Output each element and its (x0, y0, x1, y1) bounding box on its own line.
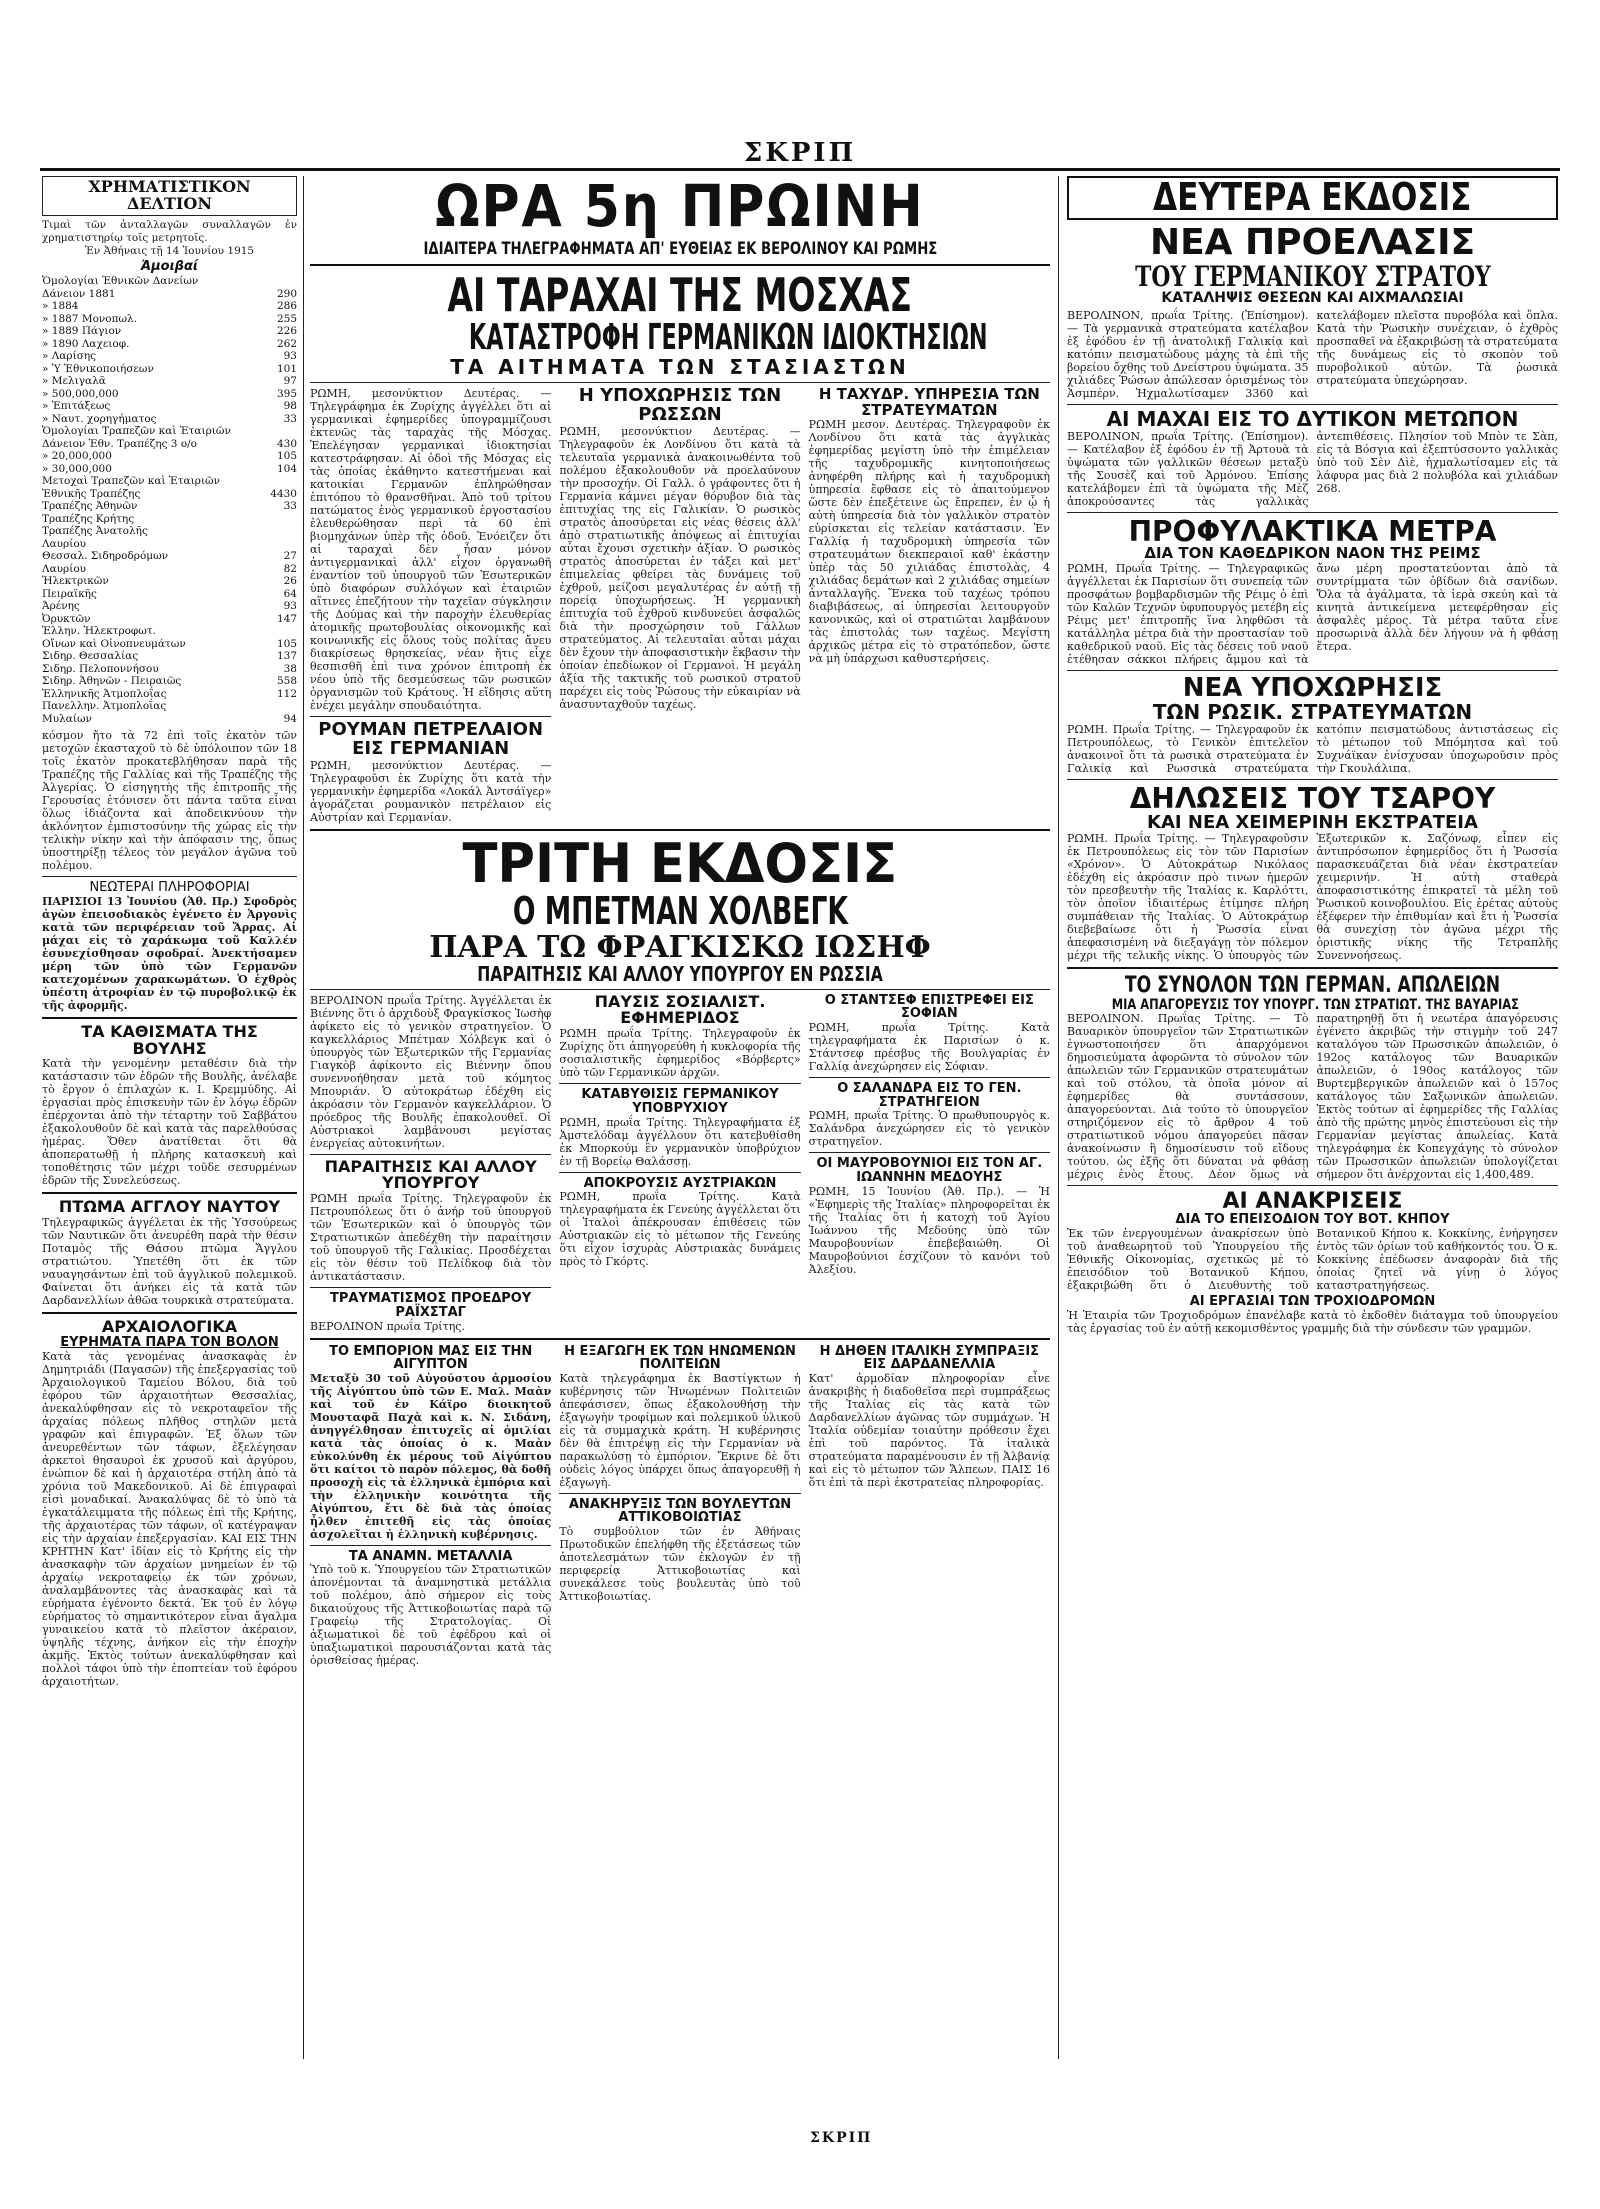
tsar-title: ΔΗΛΩΣΕΙΣ ΤΟΥ ΤΣΑΡΟΥ (1129, 782, 1496, 816)
wound-text: ΒΕΡΟΛΙΝΟΝ πρωΐα Τρίτης. (310, 1319, 465, 1333)
row-value: 430 (276, 437, 297, 450)
resign-text: ΡΩΜΗ πρωΐα Τρίτης. Τηλεγραφοῦν ἐκ Πετρουπόλεως ὅτι ὁ ἀνήρ τοῦ ὑπουργοῦ τῶν Ἐσωτερικῶν καὶ ὁ ὑπουργὸς τῶν Στρατιωτικῶν ἀπεδέχθη τὴν παραίτησιν τοῦ ὑπουργοῦ τῆς Γαλικίας. Προσδέχεται εἰς τὸν θέσιν τοῦ Πελίδκοφ διὰ τὸν ἀντικατάστασιν. (310, 1192, 552, 1284)
riots-text: ΡΩΜΗ, μεσονύκτιον Δευτέρας. — Τηλεγράφημα ἐκ Ζυρίχης ἀγγέλλει ὅτι αἱ γερμανικαὶ ἐφημερίδες ὑπογραμμίζουσι ἐκτενῶς τὰς ταραχὰς τῆς Μόσχας. Ἐπελέγησαν γερμανικαὶ ἰδιοκτησίαι κατεστράφησαν. Αἱ ὁδοὶ τῆς Μόσχας εἰς τὰς ὁποίας ἐκάθηντο κατεστήμεναι καὶ κατοικίαι Γερμανῶν ἐπληρώθησαν ἐπιτόπου τὸ θρανσθῆναι. Ἀπὸ τοῦ τρίτου πατώματος ἑνὸς γερμανικοῦ ἐργοστασίου ἐλευθερώθησαν περὶ τὰ 60 ἐπὶ βιομηχάνων ὑπὲρ τῆς ὁδοῦ. Ἐνόειζεν ὅτι αἱ ταραχαὶ δὲν ἦσαν μόνον ἀντιγερμανικαὶ ἀλλ' εἶχον ὀργανωθῆ ἐναντίον τοῦ ὑπουργοῦ τῶν Ἐσωτερικῶν ὑπὸ διαφόρων συλλόγων καὶ ἑταιριῶν αἵτινες ἐπεζήτουν τὴν ταχεῖαν σύγκλησιν τῆς Δούμας καὶ τὴν παροχὴν ἐλευθερίας ἀτομικῆς πρωτοβουλίας οἰκονομικῆς καὶ κοινωνικῆς εἰς ὅλους τοὺς πολίτας ἄνευ διακρίσεως θρησκείας, νέαν ἤτις εἶχε θεσπισθῆ ἐπὶ τινα χρόνον ἐπιτροπὴ ἐκ νέου ὑπὸ τῆς δεσμεύσεως τῶν ρωσικῶν ὀργανισμῶν τοῦ Κράτους. Ἡ εἴδησις αὕτη ἐνέχει μεγάλην σπουδαιότητα. (310, 386, 552, 712)
row-value: 112 (276, 687, 297, 700)
riots-subtitle: ΚΑΤΑΣΤΡΟΦΗ ΓΕΡΜΑΝΙΚΩΝ ΙΔΙΟΚΤΗΣΙΩΝ (468, 317, 988, 359)
row-label: Θεσσαλ. Σιδηροδρόμων (42, 550, 169, 563)
masthead: ΣΚΡΙΠ (743, 138, 857, 168)
bethmann-text: ΒΕΡΟΛΙΝΟΝ πρωΐα Τρίτης. Ἀγγέλλεται ἐκ Βιέννης ὅτι ὁ ἀρχιδοὺξ Φραγκίσκος Ἰωσὴφ ἀφίκετο εἰς τὸ γενικὸν στρατηγεῖον. Ὁ καγκελλάριος Μπέτμαν Χόλβεγκ καὶ ὁ ὑπουργὸς τῶν Ἐξωτερικῶν τῆς Γερμανίας Γιαγκὸβ ἀφίκοντο εἰς Βιέννην ὅπου συνεννοήθησαν μετὰ τοῦ κόμητος Μπουριάν. Ὁ αὐτοκράτωρ ἐδέχθη εἰς ἀκρόασιν τὸν Γερμανὸν καγκελλάριον. Ὁ πρόεδρος τῆς Βουλῆς ἐπακολουθεῖ. Οἱ Αὐστριακοὶ λαμβάνουσι μεγίστας ἐνεργείας αὐτοκινήτων. (310, 993, 552, 1150)
row-label: Τραπέζης Κρήτης (42, 512, 135, 525)
divider (310, 716, 551, 717)
tramway-title: ΑΙ ΕΡΓΑΣΙΑΙ ΤΩΝ ΤΡΟΧΙΟΔΡΟΜΩΝ (1189, 1294, 1436, 1309)
row-value: 94 (283, 712, 297, 725)
archaeology-title: ΑΡΧΑΙΟΛΟΓΙΚΑ (101, 1317, 238, 1337)
parliament-seats-text: Κατὰ τὴν γενομένην μεταθέσιν διὰ τὴν κατάστασιν τῶν ἑδρῶν τῆς Βουλῆς, ἀνέλαβε τὸ ἔργον ὁ ἐπιλαχὼν κ. Ι. Κρεμμύδης. Αἱ ἐργασίαι πρὸς ἐπισκευὴν τῶν ἐν λόγῳ ἑδρῶν ἐπέρχονται ἀπὸ τὴν τέταρτην τοῦ Σαββάτου ἐξακολουθοῦν δὲ καὶ κατὰ τὰς παρελθούσας ἡμέρας. Ὅθεν ἀνατίθεται ὅτι θὰ ἀποπερατωθῇ ἡ πλήρης κατασκευὴ καὶ τοποθέτησις τῶν μέχρι τοῦδε σεσυρμένων ἑδρῶν τῆς Συνελεύσεως. (42, 1057, 297, 1188)
divider (809, 1077, 1050, 1078)
export-text: Κατὰ τηλεγράφημα ἐκ Βαστίγκτων ἡ κυβέρνησις τῶν Ἡνωμένων Πολιτειῶν ἀπεφάσισεν, ὅπως ἐξακολουθήσῃ τὴν ἐξαγωγὴν τροφίμων καὶ πολεμικοῦ ὑλικοῦ εἰς τὰ συμμαχικὰ κράτη. Ἡ κυβέρνησις δὲν θὰ ἐπιτρέψῃ εἰς τὴν Γερμανίαν νὰ παρακωλύσῃ τὸ ἐμπόριον. Ἔκρινε δὲ ὅτι οὐδεὶς λόγος ὑπάρχει ὅπως ἀπαγορευθῇ ἡ ἐξαγωγὴ. (559, 1371, 801, 1489)
row-value: 33 (283, 412, 297, 425)
divider (310, 1154, 551, 1155)
row-value: 395 (276, 387, 297, 400)
row-label: Μυλαίων (42, 712, 92, 725)
divider (809, 1152, 1050, 1153)
divider (310, 264, 1050, 266)
row-label: Πανελλην. Ἀτμοπλοΐας (42, 700, 167, 713)
hour-subtitle: ΙΔΙΑΙΤΕΡΑ ΤΗΛΕΓΡΑΦΗΜΑΤΑ ΑΠ' ΕΥΘΕΙΑΣ ΕΚ ΒΕΡΟΛΙΝΟΥ ΚΑΙ ΡΩΜΗΣ (423, 238, 937, 259)
sailor-corpse-text: Τηλεγραφικῶς ἀγγέλεται ἐκ τῆς Ὑσσούρεως τῶν Ναυτικῶν ὅτι ἀνευρέθη παρὰ τὴν θέσιν Ποταμὸς τῆς Θάσου πτῶμα Ἄγγλου στρατιώτου. Ὑπετέθη ὅτι ἐκ τῶν ναυαγησάντων ἐπὶ τοῦ ἀγγλικοῦ πολεμικοῦ. Φαίνεται ὅτι ἀνήκει εἰς τὰ κατὰ τῶν Δαρδανελλίων ἀθῶα τουρκικὰ στρατεύματα. (42, 1216, 297, 1308)
table-row (42, 375, 297, 388)
export-title: Η ΕΞΑΓΩΓΗ ΕΚ ΤΩΝ ΗΝΩΜΕΝΩΝ ΠΟΛΙΤΕΙΩΝ (564, 1343, 796, 1373)
italy-title: Η ΔΗΘΕΝ ΙΤΑΛΙΚΗ ΣΥΜΠΡΑΞΙΣ ΕΙΣ ΔΑΡΔΑΝΕΛΛΙΑ (819, 1343, 1040, 1373)
petrol-title: ΡΟΥΜΑΝ ΠΕΤΡΕΛΑΙΟΝ ΕΙΣ ΓΕΡΜΑΝΙΑΝ (318, 718, 544, 759)
column-center (310, 176, 1050, 2059)
table-row (42, 313, 297, 326)
mps-title: ΑΝΑΚΗΡΥΞΙΣ ΤΩΝ ΒΟΥΛΕΥΤΩΝ ΑΤΤΙΚΟΒΟΙΩΤΙΑΣ (568, 1496, 792, 1526)
row-label: Σιδηρ. Θεσσαλίας (42, 650, 139, 663)
riots-subtitle-2: ΤΑ ΑΙΤΗΜΑΤΑ ΤΩΝ ΣΤΑΣΙΑΣΤΩΝ (450, 354, 910, 379)
table-row (42, 300, 297, 313)
table-row (42, 363, 297, 376)
row-value: 105 (276, 450, 297, 463)
financial-date: Ἐν Ἀθήναις τῇ 14 Ἰουνίου 1915 (84, 244, 255, 257)
financial-bulletin-title: ΧΡΗΜΑΤΙΣΤΙΚΟΝ ΔΕΛΤΙΟΝ (88, 177, 251, 213)
table-row (42, 713, 297, 726)
column-right (1058, 176, 1558, 2059)
row-value: 27 (283, 550, 297, 563)
table-row (42, 638, 297, 651)
precautions-title: ΠΡΟΦΥΛΑΚΤΙΚΑ ΜΕΤΡΑ (1128, 514, 1497, 548)
archaeology-subtitle: ΕΥΡΗΜΑΤΑ ΠΑΡΑ ΤΟΝ ΒΟΛΟΝ (60, 1335, 279, 1351)
divider (559, 1083, 800, 1084)
row-label: Ἠλεκτρικῶν (42, 575, 109, 588)
losses-text: ΒΕΡΟΛΙΝΟΝ. Πρωΐας Τρίτης. — Τὸ Βαυαρικὸν ὑπουργεῖον τῶν Στρατιωτικῶν ἐγνωστοποιήσεν ὅτι ἀπαρχόμενοι δημοσιεύματα ἀφορῶντα τὸ σύνολον τῶν ἀπωλειῶν τῶν Γερμανικῶν στρατευμάτων καὶ τοῦ στόλου, τὰ ὁποῖα μόνον αἱ ἐφημερίδες θὰ συντάσσουν, ἀπαγορεύονται. Διὰ τούτο τὸ ὑπουργεῖον στηριζόμενον εἰς τὸ ἄρθρον 4 τοῦ στρατιωτικοῦ νόμου ἀπαγορεύει πᾶσαν ἀνακοίνωσιν ἢ δημοσίευσιν τοῦ εἴδους τούτου. ὡς ἐξῆς ὅτι δύναται νὰ φθάσῃ μέχρις ἑνὸς ἔτους. Δέον ὅμως νὰ παρατηρηθῇ ὅτι ἡ νεωτέρα ἀπαγόρευσις ἐγένετο ἀκριβῶς τὴν στιγμὴν τοῦ 247 καταλόγου τῶν Πρωσσικῶν ἀπωλειῶν, ὁ 192ος κατάλογος τῶν Βαυαρικῶν ἀπωλειῶν, ὁ 190ος κατάλογος τῶν Βυρτεμβεργικῶν ἀπωλειῶν καὶ ὁ 157ος κατάλογος τῶν Σαξωνικῶν ἀπωλειῶν. Ἐκτὸς τούτων αἱ ἐφημερίδες τῆς Γαλλίας ἀπὸ τῆς πρώτης μηνὸς ἐπιστεύουσι εἰς τὴν Γερμανίαν μεγίστας ἀπωλείας. Κατὰ τηλεγράφημα ἐκ Κοπεγχάγης τὸ σύνολον τῶν Πρωσσικῶν ἀπωλειῶν ὑπολογίζεται σήμερον ὅτι ἀνέρχονται εἰς 1,400,489. (1067, 1012, 1558, 1182)
inquiries-title: ΑΙ ΑΝΑΚΡΙΣΕΙΣ (1222, 1189, 1403, 1215)
table-row (42, 400, 297, 413)
masthead-rule (40, 168, 1560, 171)
financial-note: κόσμον ἤτο τὰ 72 ἐπὶ τοῖς ἑκατὸν τῶν μετοχῶν ἑκασταχοῦ τὸ δὲ ὑπόλοιπον τῶν 18 τοῖς ἑκατὸν προκατεβλήθησαν παρὰ τῆς Τραπέζης τῆς Γαλλίας καὶ τῆς Τραπέζης τῆς Ἀλγερίας. Ὁ εἰσηγητὴς τῆς ἐπιτροπῆς τῆς Γερουσίας ἐτόνισεν ὅτι πάντα ταῦτα εἶναι ὅλως ἰδιάζοντα καὶ ἀποδεικνύουν τὴν ἀκλόνητον ἐμπιστοσύνην τῆς χώρας εἰς τὴν τελικὴν νίκην καὶ τὴν ἀπόφασιν της, ὅπως ὑποστηρίξῃ τέλεος τὸν μεγάλον ἀγῶνα τοῦ πολέμου. (42, 729, 297, 873)
salandra-text: ΡΩΜΗ, πρωΐα Τρίτης. Ὁ πρωθυπουργὸς κ. Σαλάνδρα ἀνεχώρησεν εἰς τὸ γενικὸν στρατηγεῖον. (808, 1109, 1050, 1149)
bottom-columns (310, 1345, 1050, 1668)
divider (1067, 404, 1558, 405)
table-row (42, 563, 297, 576)
row-label: Ὁμολογίαι Ἐθνικῶν Δανείων (42, 275, 199, 288)
table-row (42, 625, 297, 638)
row-value: 226 (276, 325, 297, 338)
latest-news-tag: ΝΕΩΤΕΡΑΙ ΠΛΗΡΟΦΟΡΙΑΙ (89, 880, 250, 896)
row-label: » 20,000,000 (42, 450, 112, 463)
column-left (42, 176, 304, 2059)
row-label: Ἑλληνικῆς Ἀτμοπλοΐας (42, 687, 167, 700)
austrians-text: ΡΩΜΗ, πρωΐα Τρίτης. Κατὰ τηλεγραφήματα ἐκ Γενεύης ἀγγέλλεται ὅτι οἱ Ἰταλοὶ ἀπέκρουσαν ἐπιθέσεις τῶν Αὐστριακῶν εἰς τὸ μέτωπον τῆς Γενεύης ὅτι εἶχον ἰσχυρὰς Αὐστριακὰς δυνάμεις πρὸς τὸ Γκόρτς. (559, 1190, 801, 1269)
press-title: ΠΑΥΣΙΣ ΣΟΣΙΑΛΙΣΤ. ΕΦΗΜΕΡΙΔΟΣ (594, 991, 766, 1028)
paris-news-text: ΠΑΡΙΣΙΟΙ 13 Ἰουνίου (Ἀθ. Πρ.) Σφοδρὸς ἀγὼν ἐπεισοδιακὸς ἐγένετο ἐν Ἀργονὶς κατὰ τῶν περιφέρειαν τοῦ Ἄρρας. Αἱ μάχαι εἰς τὸ χαράκωμα τοῦ Καλλέν ἐσυνεχίσθησαν σφοδραί. Ἀνεκτήσαμεν μέρη τῶν ὑπὸ τῶν Γερμανῶν κατεχομένων χαρακωμάτων. Ὁ ἐχθρὸς ὑπέστη ἀτροφίαν ἐν τῷ πυροβολικῷ ἐκ τῆς ἀφορμῆς. (42, 894, 297, 1012)
financial-bulletin (42, 176, 297, 216)
row-label: » Ἐπιτάξεως (42, 400, 111, 413)
table-row (42, 338, 297, 351)
losses-title: ΤΟ ΣΥΝΟΛΟΝ ΤΩΝ ΓΕΡΜΑΝ. ΑΠΩΛΕΙΩΝ (1124, 973, 1501, 999)
bethmann-subtitle-2: ΠΑΡΑΙΤΗΣΙΣ ΚΑΙ ΑΛΛΟΥ ΥΠΟΥΡΓΟΥ ΕΝ ΡΩΣΣΙΑ (477, 961, 883, 986)
financial-intro: Τιμαὶ τῶν ἀνταλλαγῶν συναλλαγῶν ἐν χρηματιστηρίῳ τοῖς μετρητοῖς. (42, 218, 297, 244)
row-value: 137 (276, 650, 297, 663)
stansef-text: ΡΩΜΗ, πρωΐα Τρίτης. Κατὰ τηλεγραφήματα ἐκ Παρισίων ὁ κ. Στάντσεφ πρέσβυς τῆς Βουλγαρίας ἐν Γαλλίᾳ ἀνεχώρησεν εἰς Σόφιαν. (808, 1020, 1050, 1073)
bethmann-title: Ο ΜΠΕΤΜΑΝ ΧΟΛΒΕΓΚ (512, 889, 848, 934)
table-row (42, 525, 297, 538)
divider (42, 1192, 297, 1194)
submarine-title: ΚΑΤΑΒΥΘΙΣΙΣ ΓΕΡΜΑΝΙΚΟΥ ΥΠΟΒΡΥΧΙΟΥ (581, 1087, 779, 1116)
row-label: Ὁμολογίαι Τραπεζῶν καὶ Ἑταιριῶν (42, 425, 231, 438)
resign-title: ΠΑΡΑΙΤΗΣΙΣ ΚΑΙ ΑΛΛΟΥ ΥΠΟΥΡΓΟΥ (324, 1156, 537, 1193)
tsar-text: ΡΩΜΗ. Πρωΐα Τρίτης. — Τηλεγραφοῦσιν ἐκ Πετρουπόλεως εἰς τὸν τῶν Παρισίων «Χρόνον». Ὁ Αὐτοκράτωρ Νικόλαος ἐδέχθη εἰς ἀκρόασιν πρὸ τινων ἡμερῶν τὸν πρεσβευτὴν τῆς Ἰταλίας κ. Καρλόττι, τὸν ὁποῖον ἰδιαιτέρως ἐτίμησε πλήρη συμπάθειαν τῆς Ἰταλίας. Ὁ Αὐτοκράτωρ διεβεβαίωσε ὅτι ἡ Ῥωσσία εἶναι ἀπεφασισμένη νὰ διεξαγάγῃ τὸν πόλεμον μέχρι τῆς τελικῆς νίκης. Ὁ ὑπουργὸς τῶν Ἐξωτερικῶν κ. Σαζόνωφ, εἶπεν εἰς ἀντιπρόσωπον ἐφημερίδος ὅτι ἡ Ῥωσσία παρασκευάζεται διὰ νέαν ἐκστρατείαν χειμερινήν. Ἡ αὐτὴ σταθερὰ ἀποφασιστικότης ἐπικρατεῖ τὰ μέλη τοῦ Ῥωσικοῦ κοινοβουλίου. Εἰς ἐρέτας αὐτοὺς ἐξέφερεν τὴν ἐπιθυμίαν καὶ ἔτι ἡ Ῥωσσία θὰ συνεχίσῃ τὸν ἀγῶνα μέχρι τῆς ὁριστικῆς νίκης τῆς Τετραπλῆς Συνεννοήσεως. (1067, 832, 1558, 963)
row-label: » 1889 Πάγιον (42, 325, 122, 338)
retreat-title: Η ΥΠΟΧΩΡΗΣΙΣ ΤΩΝ ΡΩΣΣΩΝ (578, 384, 782, 425)
divider (559, 1172, 800, 1173)
row-label: Τραπέζης Ἀνατολῆς (42, 525, 148, 538)
advance-subtitle-2: ΚΑΤΑΛΗΨΙΣ ΘΕΣΕΩΝ ΚΑΙ ΑΙΧΜΑΛΩΣΙΑΙ (1161, 290, 1464, 307)
row-label: » Ὑ Ἐθνικοποιήσεων (42, 362, 154, 375)
row-label: Ἀρένης (42, 600, 80, 613)
row-value: 33 (283, 500, 297, 513)
montenegro-text: ΡΩΜΗ, 15 Ἰουνίου (Ἀθ. Πρ.). — Ἡ «Ἐφημερὶς τῆς Ἰταλίας» πληροφορεῖται ἐκ τῆς Ἰταλίας ὅτι ἡ κατοχὴ τοῦ Ἁγίου Ἰωάννου τῆς Μεδούης ὑπὸ τῶν Μαυροβουνίων ἐπεβεβαιώθη. Οἱ Μαυροβούνιοι ἐσχίζουν τὸ κανόνι τοῦ Ἀλεξίου. (808, 1184, 1050, 1276)
table-row (42, 513, 297, 526)
submarine-text: ΡΩΜΗ, πρωΐα Τρίτης. Τηλεγραφήματα ἐξ Ἀμστελόδαμ ἀγγέλλουν ὅτι κατεβυθίσθη ἐκ Μπορκούμ ἓν γερμανικὸν ὑποβρύχιον ἐν τῇ Βορείῳ Θαλάσσῃ. (559, 1115, 801, 1168)
sailor-corpse-title: ΠΤΩΜΑ ΑΓΓΛΟΥ ΝΑΥΤΟΥ (58, 1197, 281, 1217)
divider (310, 1287, 551, 1288)
stansef-title: Ο ΣΤΑΝΤΣΕΦ ΕΠΙΣΤΡΕΦΕΙ ΕΙΣ ΣΟΦΙΑΝ (824, 992, 1034, 1022)
divider (1067, 670, 1558, 671)
row-value: 105 (276, 637, 297, 650)
press-text: ΡΩΜΗ πρωΐα Τρίτης. Τηλεγραφοῦν ἐκ Ζυρίχης ὅτι ἀπηγορεύθη ἡ κυκλοφορία τῆς σοσιαλιστικῆς ἐφημερίδος «Βόρβερτς» ὑπὸ τῶν Γερμανικῶν ἀρχῶν. (559, 1027, 801, 1080)
row-label: Ἐθνικῆς Τραπέζης (42, 487, 141, 500)
riots-title: ΑΙ ΤΑΡΑΧΑΙ ΤΗΣ ΜΟΣΧΑΣ (447, 267, 913, 322)
financial-subheading: Ἀμοιβαί (141, 258, 198, 274)
new-retreat-subtitle: ΤΩΝ ΡΩΣΙΚ. ΣΤΡΑΤΕΥΜΑΤΩΝ (1152, 700, 1473, 725)
archaeology-text: Κατὰ τὰς γενομένας ἀνασκαφὰς ἐν Δημητριάδι (Παγασῶν) τῆς ἐπεξεργασίας τοῦ Ἀρχαιολογικοῦ Ταμείου Βόλου, διὰ τοῦ ἐφόρου τῶν ἀρχαιοτήτων Θεσσαλίας, ἀνεκαλύφθησαν εἰς τὸ νεκροταφεῖον τῆς ἀρχαίας πόλεως πλῆθος στηλῶν μετὰ γραφῶν καὶ ἐπιγραφῶν. Ἐξ ὅλων τῶν ἀνευρεθέντων τῶν τάφων, ἐξελέγησαν ἀρκετοὶ θησαυροὶ ἐκ χρυσοῦ καὶ ἀργύρου, ἑνώπιον δὲ καὶ ἡ ἀρχαιοτέρα στήλη ἀπὸ τὰ χρόνια τοῦ Μακεδονικοῦ. Αἱ δὲ ἐπιγραφαὶ εἰσὶ μοναδικαί. Ἀνακαλύψας δὲ τὸ ὑπὸ τὰ ἐγκατάλειμματα τῆς πόλεως ἐπὶ τῆς Κρήτης, τῆς ἀρχαιοτέρας τῶν τάφων, οἳ κατέγραψαν εἰς τὴν ἀρχαίαν ἐπεξεργασίαν. ΚΑΙ ΕΙΣ ΤΗΝ ΚΡΗΤΗΝ Κατ' ἰδίαν εἰς τὸ Κρήτης εἰς τὴν ἀνασκαφὴν τῶν ἀρχαίων μνημείων ἐν τῷ ἀρχαίῳ νεκροταφείῳ ἐκ τῶν χρόνων, ἀναλαμβάνοντες τὰς ἀνασκαφὰς καὶ τὰ εὑρήματα ἐγένοντο δεκτά. Ἐκ τοῦ ἐν λόγῳ εὑρήματος τὸ σημαντικότερον εἶναι ἄγαλμα γυναικείου κατὰ τὸ πλεῖστον ἀκέραιον, ὑψηλῆς τέχνης, ἀνήκον εἰς τὴν ἐποχὴν ἀκμῆς. Ἐκτὸς τούτων ἀνεκαλύφθησαν καὶ πολλοὶ τάφοι ὑπὸ τὴν ἐποπτείαν τοῦ ἐφόρου ἀρχαιοτήτων. (42, 1349, 297, 1688)
financial-table (42, 275, 297, 725)
row-label: Σιδηρ. Ἀθηνῶν - Πειραιῶς (42, 675, 182, 688)
table-row (42, 688, 297, 701)
new-retreat-text: ΡΩΜΗ. Πρωΐα Τρίτης. — Τηλεγραφοῦν ἐκ Πετρουπόλεως, τὸ Γενικὸν ἐπιτελεῖον ἀνακοινοῖ ὅτι τὰ ρωσικὰ στρατεύματα ἐν Γαλικίᾳ καὶ Ρωσσικὰ στρατεύματα κατόπιν πεισματώδους ἀντιστάσεως εἰς τὸ μέτωπον τοῦ Μπόμητσα καὶ τοῦ Συχνάϊκαν ἐνίσχυσαν ὑποχωροῦσιν πρὸς τὴν Γκουλάλιπα. (1067, 723, 1558, 776)
footer-masthead: ΣΚΡΙΠ (810, 2130, 873, 2146)
advance-subtitle: ΤΟΥ ΓΕΡΜΑΝΙΚΟΥ ΣΤΡΑΤΟΥ (1134, 259, 1491, 293)
advance-title: ΝΕΑ ΠΡΟΕΛΑΣΙΣ (1149, 221, 1476, 263)
row-value: 101 (276, 362, 297, 375)
row-label: Οἴνων καὶ Οἰνοπνευμάτων (42, 637, 186, 650)
divider (42, 876, 297, 877)
table-row (42, 325, 297, 338)
austrians-title: ΑΠΟΚΡΟΥΣΙΣ ΑΥΣΤΡΙΑΚΩΝ (583, 1175, 777, 1191)
row-value: 38 (283, 662, 297, 675)
divider (42, 1312, 297, 1314)
wound-title: ΤΡΑΥΜΑΤΙΣΜΟΣ ΠΡΟΕΔΡΟΥ ΡΑΪΧΣΤΑΓ (330, 1291, 532, 1320)
table-row (42, 475, 297, 488)
table-row (42, 663, 297, 676)
row-label: » Λαρίσης (42, 350, 97, 363)
row-label: Δάνειον Ἐθν. Τραπέζης 3 ο/ο (42, 437, 197, 450)
row-label: Πειραϊκῆς (42, 587, 97, 600)
tramway-text: Ἡ Ἑταιρία τῶν Τροχιοδρόμων ἐπανέλαβε κατὰ τὸ ἐκδοθὲν διάταγμα τοῦ ὑπουργείου τὰς ἐργασίας τοῦ ἐν αὐτῇ κεκομισθέντος γραμμῆς διὰ τὴν σύνδεσιν τῶν γραμμῶν. (1067, 1308, 1558, 1335)
precautions-text: ΡΩΜΗ, Πρωΐα Τρίτης. — Τηλεγραφικῶς ἀγγέλλεται ἐκ Παρισίων ὅτι συνεπείᾳ τῶν προσφάτων βομβαρδισμῶν τῆς Ρέιμς ὁ ἐπὶ τῶν Καλῶν Τεχνῶν ὑφυπουργὸς μετέβη εἰς Ρέιμς μετ' ἐπιτροπῆς ἵνα ληφθῶσι τὰ κατάλληλα μέτρα διὰ τὴν προστασίαν τοῦ καθεδρικοῦ ναοῦ. Εἰς τὰς δέσεις τοῦ ναοῦ ἐτέθησαν σάκκοι πλήρεις ἄμμου καὶ τὰ ἄνω μέρη προστατεύονται ἀπὸ τὰ συντρίμματα τῶν ὀβίδων διὰ σανίδων. Ὅλα τὰ ἀγάλματα, τὰ ἱερὰ σκεύη καὶ τὰ κινητὰ ἀντικείμενα μετεφέρθησαν εἰς ἀσφαλὲς μέρος. Τὰ μέτρα ταῦτα εἶνε προσωρινὰ ἀλλὰ δὲν λήγουν νὰ ἡ φθάσῃ ἕτερα. (1067, 561, 1558, 666)
table-row (42, 500, 297, 513)
table-row (42, 388, 297, 401)
row-value: 4430 (270, 487, 297, 500)
post-title: Η ΤΑΧΥΔΡ. ΥΠΗΡΕΣΙΑ ΤΩΝ ΣΤΡΑΤΕΥΜΑΤΩΝ (818, 384, 1040, 419)
post-text: ΡΩΜΗ μεσον. Δευτέρας. Τηλεγραφοῦν ἐκ Λονδίνου ὅτι κατὰ τὰς ἀγγλικὰς ἐφημερίδας μεγίστη ὑπὸ τὴν ἐπιμέλειαν τῆς ταχυδρομικῆς κινητοποιήσεως ἀνηφέρθη πλήρης καὶ ἡ ταχυδρομικὴ ὑπηρεσία ἔφθασε εἰς τὸ ἀπαιτούμενον ὥστε δὲν ἐπεξέτεινε ὡς ἔπρεπεν, ἐν ᾧ ἡ αὐτὴ ὑπηρεσία διὰ τὸν γαλλικὸν στρατὸν εὑρίσκεται εἰς τελείαν κατάστασιν. Ἐν Γαλλίᾳ ἡ ταχυδρομικὴ ὑπηρεσία τῶν στρατευμάτων διεκπεραιοῖ καθ' ἑκάστην ὑπὲρ τὰς 50 χιλιάδας ἐπιστολὰς, 4 χιλιάδας δεμάτων καὶ 2 χιλιάδας σημείων ἀνταλλαγῆς. Ἕνεκα τοῦ ταχέως τρόπου διαβιβάσεως, αἱ ὑπηρεσίαι λειτουργοῦν κανονικῶς, καὶ οἱ στρατιῶται λαμβάνουν τὰς ἐπιστολάς των ταχέως. Μεγίστη ἀρχικῶς μέτρα εἰς τὸ στρατόπεδον, ὥστε νὰ μὴ ὑπάρχωσι καθυστερήσεις. (808, 418, 1050, 666)
row-value: 255 (276, 312, 297, 325)
divider (1067, 512, 1558, 513)
montenegro-title: ΟΙ ΜΑΥΡΟΒΟΥΝΙΟΙ ΕΙΣ ΤΟΝ ΑΓ. ΙΩΑΝΝΗΝ ΜΕΔΟΥΗΣ (816, 1156, 1043, 1185)
table-row (42, 413, 297, 426)
second-edition-title: ΔΕΥΤΕΡΑ ΕΚΔΟΣΙΣ (1067, 176, 1558, 220)
row-label: » Μελιγαλᾶ (42, 375, 106, 388)
west-front-text: ΒΕΡΟΛΙΝΟΝ, πρωΐα Τρίτης. (Ἐπίσημον). — Κατέλαβον ἐξ ἐφόδου ἐν τῇ Ἀρτουὰ τὰ ὑψώματα τῶν γαλλικῶν θέσεων μεταξὺ τῆς Σουσὲζ καὶ τοῦ Ἀρμόνου. Ἐπίσης κατελάβομεν ἐπὶ τὰ ὑψώματα τῆς Μὲζ ἀποκρούσαντες τὰς γαλλικὰς ἀντεπιθέσεις. Πλησίον τοῦ Μπὸν τε Σὰπ, εἰς τὰ Βόσγια καὶ ἐξεπτύσσοντο γαλλικὰς ὑπὸ τοῦ Σὲν Δὶὲ, ἠχμαλωτίσαμεν εἰς τὰ λάφυρα μας διὰ 2 πολυβόλα καὶ χιλιάδων 268. (1067, 429, 1558, 508)
riots-columns (310, 384, 1050, 824)
medals-text: Ὑπὸ τοῦ κ. Ὑπουργείου τῶν Στρατιωτικῶν ἀπονέμονται τὰ ἀναμνηστικὰ μετάλλια τοῦ πολέμου, ἀπὸ σήμερον εἰς τοὺς δικαιούχους τῆς Ἀττικοβοιωτίας παρὰ τῷ Γραφείῳ τῆς Στρατολογίας. Οἱ ἀξιωματικοὶ δὲ τοῦ ἐφέδρου καὶ οἱ ὑπαξιωματικοὶ παρουσιάζονται κατὰ τὰς ὁρισθείσας ἡμέρας. (310, 1563, 552, 1668)
row-label: » 30,000,000 (42, 462, 112, 475)
row-label: Μετοχαὶ Τραπεζῶν καὶ Ἑταιριῶν (42, 475, 221, 488)
table-row (42, 538, 297, 551)
table-row (42, 288, 297, 301)
row-label: » 1890 Λαχειοφ. (42, 337, 130, 350)
divider (310, 382, 1050, 383)
west-front-title: ΑΙ ΜΑΧΑΙ ΕΙΣ ΤΟ ΔΥΤΙΚΟΝ ΜΕΤΩΠΟΝ (1106, 406, 1519, 431)
table-row (42, 575, 297, 588)
bethmann-subtitle: ΠΑΡΑ ΤΩ ΦΡΑΓΚΙΣΚΩ ΙΩΣΗΦ (429, 930, 931, 966)
row-label: » 1887 Μονοπωλ. (42, 312, 138, 325)
medals-title: ΤΑ ΑΝΑΜΝ. ΜΕΤΑΛΛΙΑ (348, 1548, 513, 1564)
egypt-title: ΤΟ ΕΜΠΟΡΙΟΝ ΜΑΣ ΕΙΣ ΤΗΝ ΑΙΓΥΠΤΟΝ (329, 1343, 533, 1373)
divider (559, 1493, 800, 1494)
row-value: 26 (283, 575, 297, 588)
row-label: » 1884 (42, 300, 79, 313)
table-row (42, 650, 297, 663)
petrol-text: ΡΩΜΗ, μεσονύκτιον Δευτέρας. — Τηλεγραφοῦσι ἐκ Ζυρίχης ὅτι κατὰ τὴν γερμανικὴν ἐφημερίδα «Λοκάλ Ἀντσάϊγερ» ἀγοράζεται ρουμανικὸν πετρέλαιον εἰς Αὐστρίαν καὶ Γερμανίαν. (310, 758, 552, 824)
table-row (42, 450, 297, 463)
row-value: 97 (283, 375, 297, 388)
row-label: Λαυρίου (42, 537, 87, 550)
divider (42, 1017, 297, 1019)
table-row (42, 613, 297, 626)
parliament-seats-title: ΤΑ ΚΑΘΙΣΜΑΤΑ ΤΗΣ ΒΟΥΛΗΣ (81, 1021, 258, 1058)
divider (310, 1545, 551, 1546)
row-label: » 500,000,000 (42, 387, 119, 400)
hour-title: ΩΡΑ 5η ΠΡΩΙΝΗ (435, 176, 925, 240)
row-value: 104 (276, 462, 297, 475)
retreat-text: ΡΩΜΗ, μεσονύκτιον Δευτέρας. — Τηλεγραφοῦν ἐκ Λονδίνου ὅτι κατὰ τὰ τελευταῖα γερμανικὰ ἀνακοινωθέντα τοῦ πολέμου ἐξακολουθοῦν νὰ προελαύνουν τὴν προσοχήν. Οἱ Γαλλ. ὁ γράφοντες ὅτι ἡ Γερμανία κάμνει μέγαν θόρυβον διὰ τὰς ἐπιτυχίας της εἰς Γαλικίαν. Ὁ ρωσικὸς στρατὸς ἀποσύρεται εἰς νέας θέσεις ἀλλ' ἀπὸ στρατιωτικῆς ἀπόψεως αἱ ἐπιτυχίαι αὗται ἔχουσι σχετικὴν ἀξίαν. Ὁ ρωσικὸς στρατὸς ἀποσύρεται ἐν τάξει καὶ μετ' ἐπιμελείας φθείρει τὰς δυνάμεις τοῦ ἐχθροῦ, μείζοσι μεγαλυτέρας ἐν αὐτῇ τῇ πορείᾳ ὑποχωρήσεως. Ἡ γερμανικὴ ἐπιτυχία τοῦ ἐχθροῦ κινδυνεύει ἀσφαλῶς διὰ τὴν προσχώρησιν τοῦ Γάλλων στρατεύματος. Αἱ τελευταῖαι αὗται μάχαι δὲν ἔχουν τὴν ἀποφασιστικὴν ἔκβασιν τὴν ὁποίαν ἐπεδίωκον οἱ Γερμανοὶ. Ἡ μεγάλη ἀξία τῆς τακτικῆς τοῦ ρωσικοῦ στρατοῦ παρέχει εἰς τοὺς Ῥώσους τὴν εὐκαιρίαν νὰ ἀνασυνταχθοῦν ταχέως. (559, 424, 801, 711)
row-label: » Ναυτ. χορηγήματος (42, 412, 157, 425)
row-value: 93 (283, 350, 297, 363)
egypt-text: Μεταξὺ 30 τοῦ Αὐγούστου ἀρμοσίου τῆς Αἰγύπτου ὑπὸ τῶν Ε. Μαλ. Μαὰν καὶ τοῦ ἐν Κάϊρο διοικητοῦ Μουσταφᾶ Παχὰ καὶ κ. Ν. Σιδάνη, ἀνηγγέλθησαν ἐπιτυχεῖς αἱ ὁμιλίαι κατὰ τὰς ὁποίας ὁ κ. Μαὰν εὐκολύνθη ἐκ μέρους τοῦ Αἰγύπτου ὅτι καίτοι τὸ παρὸν πόλεμος, θὰ δοθῆ προσοχὴ εἰς τὰ ἑλληνικὰ ἐμπόρια καὶ τὴν ἑλληνικὴν κοινότητα τῆς Αἰγύπτου, ἔτι δὲ διὰ τὰς ὁποίας ἦλθεν ἐπιτεθῆ εἰς τὰς ὁποίας ἀσχολεῖται ἡ ἑλληνικὴ κυβέρνησις. (310, 1371, 552, 1541)
new-retreat-title: ΝΕΑ ΥΠΟΧΩΡΗΣΙΣ (1182, 672, 1443, 703)
table-row (42, 438, 297, 451)
table-row (42, 600, 297, 613)
divider (1067, 967, 1558, 969)
table-row (42, 275, 297, 288)
row-value: 558 (276, 675, 297, 688)
row-label: Σιδηρ. Πελοποννήσου (42, 662, 159, 675)
row-value: 82 (283, 562, 297, 575)
row-value: 147 (276, 612, 297, 625)
row-label: Λαυρίου (42, 562, 87, 575)
row-value: 93 (283, 600, 297, 613)
divider (1067, 1185, 1558, 1186)
advance-text: ΒΕΡΟΛΙΝΟΝ, πρωΐα Τρίτης. (Ἐπίσημον). — Τὰ γερμανικὰ στρατεύματα κατέλαβον ἐξ ἐφόδου ἐν τῇ ἀνατολικῇ Γαλικίᾳ καὶ κατόπιν πεισματώδους μάχης τὰ ἐπὶ τῆς βορείου ὄχθης τοῦ Δνείστρου ὑψώματα. 35 χιλιάδες Ῥώσων ἀπώλεσαν ὁρισμένως τὸν Ἀσμπέρν. Ἠχμαλωτίσαμεν 3360 καὶ κατελάβομεν πλεῖστα πυροβόλα καὶ ὅπλα. Κατὰ τὴν Ῥωσικὴν συνέχειαν, ὁ ἐχθρὸς προσπαθεῖ νὰ ἐξακριβώσῃ τὰ στρατεύματα τῆς δυνάμεως εἰς τὸ σκοπὸν τοῦ πυροβολικοῦ αὐτῶν. Τὰ ῥωσικὰ στρατεύματα ὑπεχώρησαν. (1067, 308, 1558, 400)
table-row (42, 488, 297, 501)
row-label: Ὀρυκτῶν (42, 612, 91, 625)
row-value: 262 (276, 337, 297, 350)
inquiries-text: Ἐκ τῶν ἐνεργουμένων ἀνακρίσεων ὑπὸ τοῦ ἀναθεωρητοῦ τοῦ Ὑπουργείου τῆς Ἐθνικῆς Οἰκονομίας, σχετικῶς μὲ τὸ ἐπεισόδιον τοῦ Βοτανικοῦ Κήπου, ἐξακριβώθη ὅτι ὁ Διευθυντὴς τοῦ Βοτανικοῦ Κήπου κ. Κοκκίνης, ἐνήργησεν ἐντὸς τῶν ὁρίων τοῦ καθήκοντός του. Ὁ κ. Κοκκίνης ἐπέδωσεν ἀναφορὰν διὰ τῆς ὁποίας ζητεῖ νὰ γίνῃ ὁ λόγος καταστρατηγήσεως. (1067, 1227, 1558, 1292)
precautions-subtitle: ΔΙΑ ΤΟΝ ΚΑΘΕΔΡΙΚΟΝ ΝΑΟΝ ΤΗΣ ΡΕΙΜΣ (1144, 544, 1481, 563)
tsar-subtitle: ΚΑΙ ΝΕΑ ΧΕΙΜΕΡΙΝΗ ΕΚΣΤΡΑΤΕΙΑ (1147, 811, 1478, 833)
divider (310, 1338, 1050, 1340)
divider (310, 829, 1050, 831)
divider (1067, 779, 1558, 780)
losses-subtitle: ΜΙΑ ΑΠΑΓΟΡΕΥΣΙΣ ΤΟΥ ΥΠΟΥΡΓ. ΤΩΝ ΣΤΡΑΤΙΩΤ. ΤΗΣ ΒΑΥΑΡΙΑΣ (1111, 996, 1519, 1013)
divider (310, 989, 1050, 990)
row-value: 98 (283, 400, 297, 413)
table-row (42, 550, 297, 563)
salandra-title: Ο ΣΑΛΑΝΔΡΑ ΕΙΣ ΤΟ ΓΕΝ. ΣΤΡΑΤΗΓΕΙΟΝ (837, 1080, 1022, 1110)
row-label: Τραπέζης Ἀθηνῶν (42, 500, 138, 513)
row-label: Δάνειον 1881 (42, 287, 116, 300)
italy-text: Κατ' ἀρμοδίαν πληροφορίαν εἶνε ἀνακριβὴς ἡ διαδοθεῖσα περὶ συμπράξεως τῆς Ἰταλίας εἰς τὰς κατὰ τῶν Δαρδανελλίων ἀγῶνας τῶν συμμάχων. Ἡ Ἰταλία οὐδεμίαν τοιαύτην πρόθεσιν ἔχει ἐπὶ τοῦ παρόντος. Τὰ ἰταλικὰ στρατεύματα παραμένουσιν ἐν τῇ Ἀλβανίᾳ καὶ εἰς τὸ μέτωπον τῶν Ἄλπεων. ΠΑΙΣ 16 ὅτι ἐπὶ τὰ περὶ ἐκστρατείας πληροφορίας. (808, 1371, 1050, 1489)
inquiries-subtitle: ΔΙΑ ΤΟ ΕΠΕΙΣΟΔΙΟΝ ΤΟΥ ΒΟΤ. ΚΗΠΟΥ (1175, 1212, 1450, 1228)
row-value: 286 (276, 300, 297, 313)
row-label: Ἑλλην. Ἠλεκτροφωτ. (42, 625, 156, 638)
table-row (42, 700, 297, 713)
table-row (42, 350, 297, 363)
row-value: 290 (276, 287, 297, 300)
table-row (42, 675, 297, 688)
third-edition-title: ΤΡΙΤΗ ΕΚΔΟΣΙΣ (462, 831, 898, 895)
third-edition-columns (310, 991, 1050, 1333)
table-row (42, 425, 297, 438)
row-value: 64 (283, 587, 297, 600)
table-row (42, 588, 297, 601)
mps-text: Τὸ συμβούλιον τῶν ἐν Ἀθήναις Πρωτοδικῶν ἐπελήφθη τῆς ἐξετάσεως τῶν ἀποτελεσμάτων τῶν ἐκλογῶν ἐν τῇ περιφερείᾳ Ἀττικοβοιωτίας καὶ συνεκάλεσε τοὺς βουλευτὰς ὑπὸ τοῦ Ἀττικοβοιωτίας. (559, 1525, 801, 1604)
table-row (42, 463, 297, 476)
